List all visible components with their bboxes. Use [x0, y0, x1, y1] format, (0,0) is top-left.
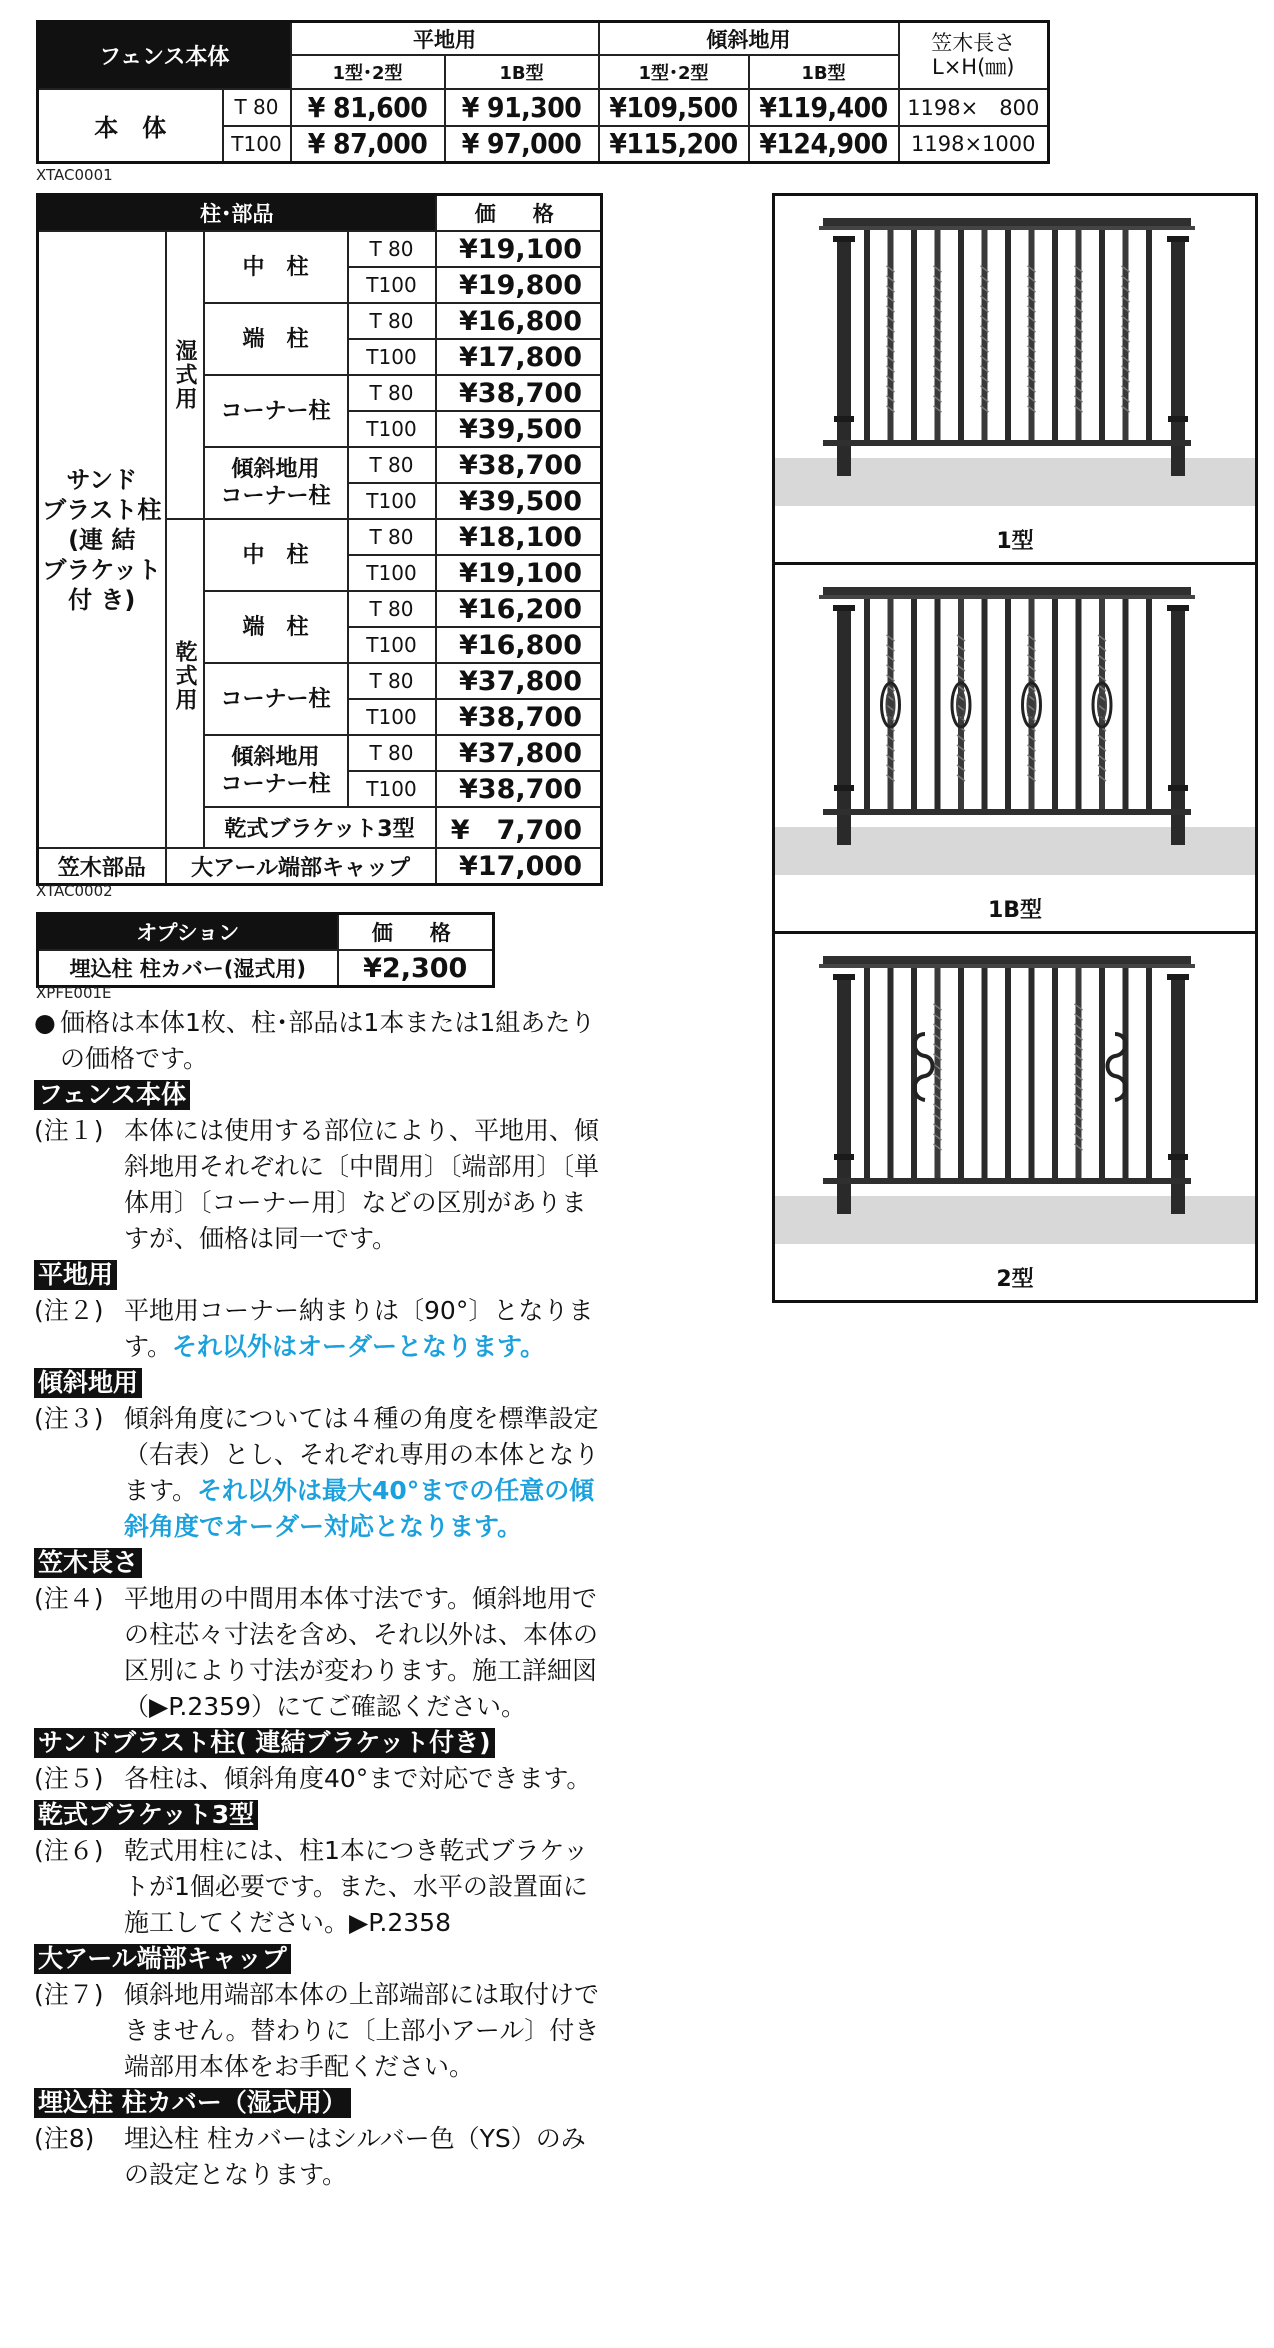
- part-name: コーナー柱: [204, 663, 348, 735]
- note-label: (注１): [34, 1116, 104, 1145]
- dry-type-label: 乾式用: [166, 519, 204, 848]
- price-cell: ¥37,800: [436, 735, 602, 771]
- baluster: [864, 968, 870, 1178]
- fence-body-header: フェンス本体: [38, 22, 291, 89]
- note-text: 埋込柱 柱カバーはシルバー色（YS）のみの設定となります。: [124, 2124, 586, 2189]
- slope-header: 傾斜地用: [599, 22, 899, 56]
- section-title: 平地用: [34, 1260, 117, 1290]
- price-cell: ¥38,700: [436, 699, 602, 735]
- baluster: [1005, 599, 1011, 809]
- baluster: [1076, 599, 1082, 809]
- part-name: 傾斜地用 コーナー柱: [204, 447, 348, 519]
- sub-header: 1B型: [749, 55, 899, 89]
- sub-header: 1B型: [445, 55, 599, 89]
- note-text: 平地用コーナー納まりは〔90°〕となります。それ以外はオーダーとなります。: [124, 1296, 594, 1361]
- baluster: [888, 968, 894, 1178]
- option-header: オプション: [38, 914, 338, 951]
- section-title: 傾斜地用: [34, 1368, 142, 1398]
- price-cell: ¥119,400: [749, 89, 899, 126]
- baluster: [1052, 968, 1058, 1178]
- kasagi-label: 笠木部品: [38, 848, 166, 885]
- note-item: [34, 1833, 606, 1941]
- sub-header: 1型･2型: [599, 55, 749, 89]
- image-label: 1型: [996, 529, 1034, 554]
- product-code: XTAC0001: [36, 166, 113, 184]
- fence-illustration: [775, 934, 1255, 1244]
- bottom-rail: [823, 1178, 1191, 1184]
- price-cell: ¥16,200: [436, 591, 602, 627]
- scroll-ornament: [915, 1034, 933, 1100]
- price-cell: ¥19,800: [436, 267, 602, 303]
- price-cell: ¥38,700: [436, 375, 602, 411]
- parts-header: 柱･部品: [38, 195, 436, 232]
- price-header: 価 格: [338, 914, 494, 951]
- flat-header: 平地用: [291, 22, 599, 56]
- price-cell: ¥37,800: [436, 663, 602, 699]
- note-text: 乾式用柱には、柱1本につき乾式ブラケットが1個必要です。また、水平の設置面に施工してください。▶P.2358: [124, 1836, 589, 1937]
- bottom-rail: [823, 440, 1191, 446]
- fence-body-price-table: [36, 20, 1050, 164]
- price-note: ● 価格は本体1枚、柱･部品は1本または1組あたりの価格です。: [34, 1005, 606, 1077]
- bracket-name: 乾式ブラケット3型: [204, 807, 436, 848]
- note-text: 傾斜角度については４種の角度を標準設定（右表）とし、それぞれ専用の本体となります。それ以外は最大40°までの任意の傾斜角度でオーダー対応となります。: [124, 1404, 600, 1541]
- baluster: [1123, 599, 1129, 809]
- section-title: 乾式ブラケット3型: [34, 1800, 258, 1830]
- price-cell: ¥38,700: [436, 447, 602, 483]
- note-text: 各柱は、傾斜角度40°まで対応できます。: [124, 1764, 592, 1793]
- price-cell: ¥109,500: [599, 89, 749, 126]
- size-cell: T100: [348, 699, 436, 735]
- price-cell: ¥17,000: [436, 848, 602, 885]
- body-row-label: 本 体: [38, 89, 223, 163]
- note-label: (注４): [34, 1584, 104, 1613]
- sub-header: 1型･2型: [291, 55, 445, 89]
- option-name: 埋込柱 柱カバー(湿式用): [38, 950, 338, 987]
- fence-image-2: [772, 562, 1258, 934]
- note-item: [34, 1113, 606, 1257]
- section-title: サンドブラスト柱( 連結ブラケット付き): [34, 1728, 495, 1758]
- section-title: フェンス本体: [34, 1080, 190, 1110]
- size-cell: T 80: [348, 447, 436, 483]
- size-cell: T100: [223, 126, 291, 163]
- notes: [34, 1005, 606, 2193]
- price-cell: ¥19,100: [436, 555, 602, 591]
- image-label: 1B型: [987, 898, 1043, 923]
- part-name: 端 柱: [204, 591, 348, 663]
- note-item: [34, 2121, 606, 2193]
- note-text: 本体には使用する部位により、平地用、傾斜地用それぞれに〔中間用〕〔端部用〕〔単体用〕〔コーナー用〕などの区別がありますが、価格は同一です。: [124, 1116, 600, 1253]
- baluster: [935, 599, 941, 809]
- price-cell: ¥16,800: [436, 303, 602, 339]
- section-title: 埋込柱 柱カバー（湿式用）: [34, 2088, 351, 2118]
- size-cell: T 80: [348, 519, 436, 555]
- baluster: [958, 968, 964, 1178]
- note-label: (注６): [34, 1836, 104, 1865]
- note-item: [34, 1401, 606, 1545]
- note-label: (注２): [34, 1296, 104, 1325]
- fence-illustration: [775, 565, 1255, 875]
- note-item: [34, 1293, 606, 1365]
- price-cell: ¥124,900: [749, 126, 899, 163]
- size-cell: T 80: [348, 591, 436, 627]
- baluster: [911, 968, 917, 1178]
- dimension-cell: 1198×1000: [899, 126, 1049, 163]
- note-item: [34, 1581, 606, 1725]
- bullet-icon: ●: [34, 1008, 56, 1037]
- bottom-rail: [823, 809, 1191, 815]
- dimension-cell: 1198× 800: [899, 89, 1049, 126]
- baluster: [1052, 599, 1058, 809]
- price-cell: ¥ 7,700: [436, 807, 602, 848]
- parts-price-table: [36, 193, 603, 886]
- baluster: [1005, 968, 1011, 1178]
- part-name: 傾斜地用 コーナー柱: [204, 735, 348, 807]
- note-highlight: それ以外は最大40°までの任意の傾斜角度でオーダー対応となります。: [124, 1476, 595, 1541]
- baluster: [1123, 968, 1129, 1178]
- note-text: 傾斜地用端部本体の上部端部には取付けできません。替わりに〔上部小アール〕付き端部用本体をお手配ください。: [124, 1980, 600, 2081]
- size-cell: T100: [348, 627, 436, 663]
- price-cell: ¥39,500: [436, 411, 602, 447]
- price-cell: ¥ 87,000: [291, 126, 445, 163]
- size-cell: T100: [348, 339, 436, 375]
- baluster: [982, 599, 988, 809]
- note-label: (注７): [34, 1980, 104, 2009]
- size-cell: T100: [348, 771, 436, 807]
- price-cell: ¥2,300: [338, 950, 494, 987]
- note-label: (注３): [34, 1404, 104, 1433]
- baluster: [1146, 230, 1152, 440]
- size-cell: T100: [348, 483, 436, 519]
- note-item: [34, 1977, 606, 2085]
- size-cell: T 80: [223, 89, 291, 126]
- fence-image-1: [772, 193, 1258, 565]
- size-cell: T100: [348, 555, 436, 591]
- sandblast-post-label: サンド ブラスト柱 (連 結 ブラケット 付 き): [38, 231, 166, 848]
- fence-illustration: [775, 196, 1255, 506]
- baluster: [1099, 968, 1105, 1178]
- baluster: [911, 599, 917, 809]
- fence-image-3: [772, 931, 1258, 1303]
- baluster: [1146, 599, 1152, 809]
- baluster: [982, 968, 988, 1178]
- price-cell: ¥115,200: [599, 126, 749, 163]
- product-code: XTAC0002: [36, 882, 113, 900]
- part-name: 中 柱: [204, 519, 348, 591]
- baluster: [911, 230, 917, 440]
- baluster: [864, 230, 870, 440]
- size-cell: T 80: [348, 375, 436, 411]
- product-code: XPFE001E: [36, 984, 112, 1002]
- baluster: [1005, 230, 1011, 440]
- note-label: (注8): [34, 2124, 95, 2153]
- wet-type-label: 湿式用: [166, 231, 204, 519]
- baluster: [1029, 968, 1035, 1178]
- price-cell: ¥39,500: [436, 483, 602, 519]
- baluster: [1099, 230, 1105, 440]
- part-name: 中 柱: [204, 231, 348, 303]
- baluster: [1052, 230, 1058, 440]
- part-name: 端 柱: [204, 303, 348, 375]
- section-title: 笠木長さ: [34, 1548, 142, 1578]
- price-cell: ¥38,700: [436, 771, 602, 807]
- size-cell: T 80: [348, 663, 436, 699]
- note-text: 平地用の中間用本体寸法です。傾斜地用での柱芯々寸法を含め、それ以外は、本体の区別により寸法が変わります。施工詳細図（▶P.2359）にてご確認ください。: [124, 1584, 599, 1721]
- baluster: [958, 230, 964, 440]
- price-cell: ¥ 97,000: [445, 126, 599, 163]
- image-label: 2型: [996, 1267, 1034, 1292]
- size-cell: T100: [348, 267, 436, 303]
- price-cell: ¥19,100: [436, 231, 602, 267]
- price-cell: ¥ 81,600: [291, 89, 445, 126]
- price-cell: ¥ 91,300: [445, 89, 599, 126]
- cap-name: 大アール端部キャップ: [166, 848, 436, 885]
- price-cell: ¥18,100: [436, 519, 602, 555]
- part-name: コーナー柱: [204, 375, 348, 447]
- section-title: 大アール端部キャップ: [34, 1944, 291, 1974]
- baluster: [864, 599, 870, 809]
- length-header: 笠木長さ L×H(㎜): [899, 22, 1049, 89]
- size-cell: T 80: [348, 231, 436, 267]
- option-price-table: [36, 912, 495, 988]
- baluster: [1146, 968, 1152, 1178]
- note-highlight: それ以外はオーダーとなります。: [172, 1332, 546, 1361]
- size-cell: T 80: [348, 303, 436, 339]
- price-cell: ¥16,800: [436, 627, 602, 663]
- price-cell: ¥17,800: [436, 339, 602, 375]
- size-cell: T 80: [348, 735, 436, 771]
- price-header: 価 格: [436, 195, 602, 232]
- size-cell: T100: [348, 411, 436, 447]
- note-label: (注５): [34, 1764, 104, 1793]
- note-item: [34, 1761, 606, 1797]
